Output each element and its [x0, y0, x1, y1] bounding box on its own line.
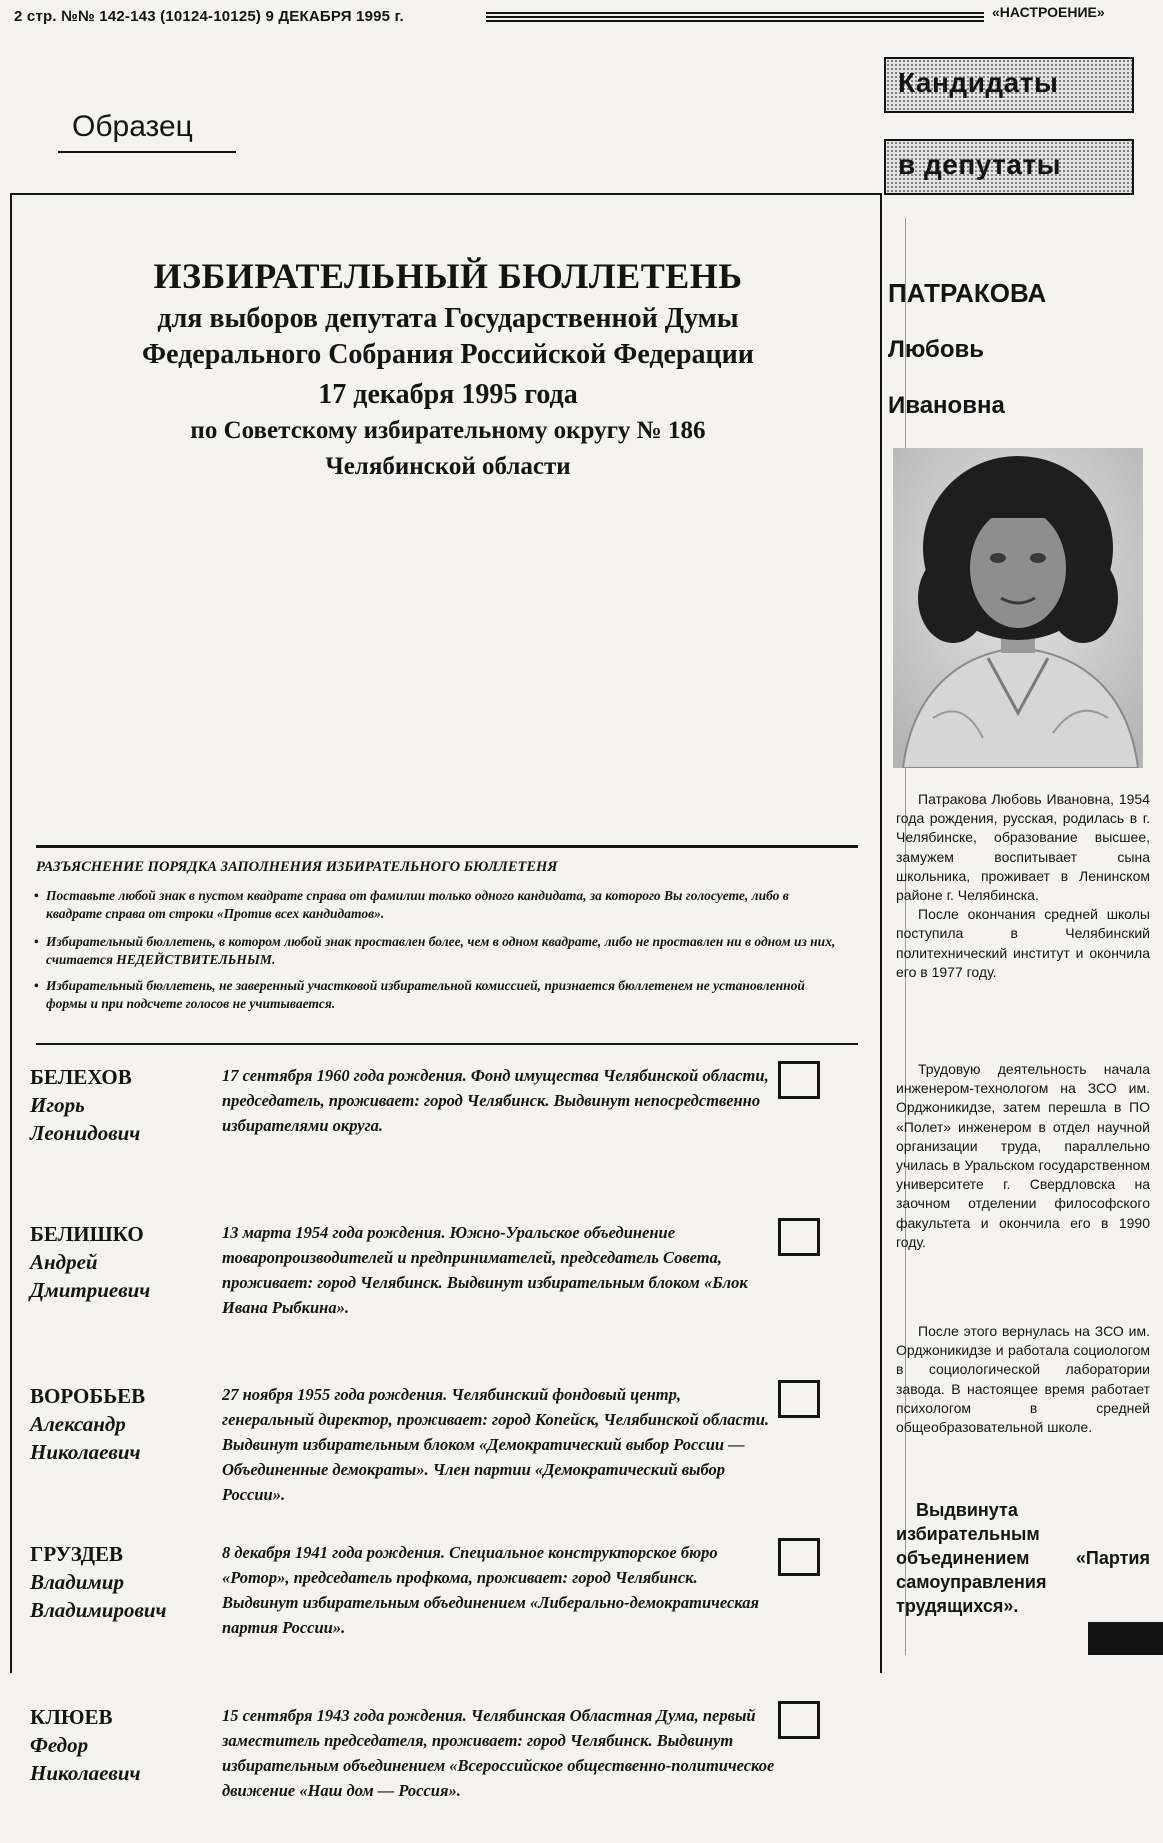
ballot-sample: [10, 193, 882, 1800]
ballot-region: Челябинской области: [325, 453, 571, 480]
ballot-district: по Советскому избирательному округу № 186: [190, 417, 706, 444]
ballot-subtitle-2: Федерального Собрания Российской Федерации: [142, 339, 754, 370]
instruction-item: • Поставьте любой знак в пустом квадрате справа от фамилии только одного кандидата, за которого Вы голосуете, либо в квадрате справа от строки «Против всех кандидатов».: [46, 887, 846, 923]
caption-box-deputies: [884, 139, 1134, 195]
portrait-photo: [893, 448, 1143, 768]
paper-name: «НАСТРОЕНИЕ»: [992, 4, 1105, 20]
candidate-row: [30, 1382, 880, 1522]
vote-checkbox[interactable]: [778, 1380, 820, 1418]
instruction-item: • Избирательный бюллетень, в котором любой знак проставлен более, чем в одном квадрате, либо не проставлен ни в одном из них, считается НЕДЕЙСТВИТЕЛЬНЫМ.: [46, 933, 846, 969]
ballot-date: 17 декабря 1995 года: [318, 379, 578, 410]
candidate-name: [30, 1382, 220, 1466]
instructions-heading: РАЗЪЯСНЕНИЕ ПОРЯДКА ЗАПОЛНЕНИЯ ИЗБИРАТЕЛЬНОГО БЮЛЛЕТЕНЯ: [36, 859, 558, 875]
sidebar-patronymic: Ивановна: [888, 392, 1005, 419]
vote-checkbox[interactable]: [778, 1061, 820, 1099]
sample-underline: [58, 151, 236, 153]
candidate-row: [30, 1540, 880, 1680]
candidate-description: 8 декабря 1941 года рождения. Специальное конструкторское бюро «Ротор», председатель профкома, проживает: город Челябинск. Выдвинут избирательным объединением «Либерально-демократическая партия России».: [222, 1543, 759, 1637]
candidate-given-name: Александр: [30, 1412, 126, 1436]
candidate-surname: ВОРОБЬЕВ: [30, 1384, 146, 1408]
candidate-name: [30, 1703, 220, 1787]
caption-text: в депутаты: [898, 149, 1062, 180]
bio-paragraph: После этого вернулась на ЗСО им. Орджоникидзе и работала социологом в социологической лаборатории завода. В настоящее время работает психологом в средней общеобразовательной школе.: [896, 1323, 1150, 1436]
candidate-name: [30, 1540, 220, 1624]
candidate-surname: ГРУЗДЕВ: [30, 1542, 124, 1566]
instruction-item: • Избирательный бюллетень, не заверенный участковой избирательной комиссией, признается бюллетенем не установленной формы и при подсчете голосов не учитывается.: [46, 977, 846, 1013]
candidate-given-name: Владимир: [30, 1570, 124, 1594]
candidate-surname: КЛЮЕВ: [30, 1705, 113, 1729]
bio-block: [896, 1322, 1150, 1437]
bio-block: [896, 790, 1150, 982]
caption-box-candidates: [884, 57, 1134, 113]
candidate-patronymic: Николаевич: [30, 1761, 141, 1785]
candidate-name: [30, 1063, 220, 1147]
bio-block: [896, 1060, 1150, 1252]
candidate-row: [30, 1220, 880, 1360]
candidate-description: 27 ноября 1955 года рождения. Челябинский фондовый центр, генеральный директор, проживает: город Копейск, Челябинской области. Выдвинут избирательным блоком «Демократический выбор России — Объединенные демократы». Член партии «Демократический выбор России».: [222, 1385, 769, 1504]
candidate-surname: БЕЛИШКО: [30, 1222, 144, 1246]
sidebar-surname: ПАТРАКОВА: [888, 278, 1047, 308]
candidate-row: [30, 1703, 880, 1843]
vote-checkbox[interactable]: [778, 1701, 820, 1739]
caption-text: Кандидаты: [898, 67, 1059, 98]
sidebar-name: Любовь: [888, 336, 985, 363]
candidate-description: 17 сентября 1960 года рождения. Фонд имущества Челябинской области, председатель, проживает: город Челябинск. Выдвинут непосредственно избирателями округа.: [222, 1066, 769, 1135]
candidate-given-name: Игорь: [30, 1093, 85, 1117]
candidate-patronymic: Дмитриевич: [30, 1278, 151, 1302]
instructions-bottom-rule: [36, 1043, 858, 1045]
sample-label: Образец: [72, 110, 193, 143]
candidate-row: [30, 1063, 880, 1203]
candidate-description: 13 марта 1954 года рождения. Южно-Уральское объединение товаропроизводителей и предпринимателей, председатель Совета, проживает: город Челябинск. Выдвинут избирательным блоком «Блок Ивана Рыбкина».: [222, 1223, 748, 1317]
candidate-given-name: Андрей: [30, 1250, 98, 1274]
candidate-patronymic: Леонидович: [30, 1121, 141, 1145]
candidate-name: [30, 1220, 220, 1304]
vote-checkbox[interactable]: [778, 1218, 820, 1256]
ballot-subtitle-1: для выборов депутата Государственной Думы: [157, 303, 739, 334]
bio-paragraph: После окончания средней школы поступила в Челябинский политехнический институт и окончила его в 1977 году.: [896, 906, 1150, 980]
bio-paragraph: Трудовую деятельность начала инженером-технологом на ЗСО им. Орджоникидзе, затем перешла в ПО «Полет» инженером в отдел научной организации труда, параллельно училась в Уральском государственном университете г. Свердловска на заочном отделении философского факультета и окончила его в 1990 году.: [896, 1061, 1150, 1250]
candidate-description: 15 сентября 1943 года рождения. Челябинская Областная Дума, первый заместитель председателя, проживает: город Челябинск. Выдвинут избирательным объединением «Всероссийское общественно-политическое движение «Наш дом — Россия».: [222, 1706, 775, 1800]
issue-line: 2 стр. №№ 142-143 (10124-10125) 9 ДЕКАБРЯ 1995 г.: [14, 8, 404, 25]
ballot-title: ИЗБИРАТЕЛЬНЫЙ БЮЛЛЕТЕНЬ: [153, 256, 743, 296]
corner-block: [1088, 1622, 1163, 1655]
bio-paragraph: Патракова Любовь Ивановна, 1954 года рождения, русская, родилась в г. Челябинске, образование высшее, замужем воспитывает сына школьника, проживает в Ленинском районе г. Челябинска.: [896, 791, 1150, 904]
candidate-surname: БЕЛЕХОВ: [30, 1065, 132, 1089]
candidate-patronymic: Николаевич: [30, 1440, 141, 1464]
candidate-patronymic: Владимирович: [30, 1598, 167, 1622]
candidate-given-name: Федор: [30, 1733, 89, 1757]
instructions-top-rule: [36, 845, 858, 848]
vote-checkbox[interactable]: [778, 1538, 820, 1576]
header-rule: [486, 12, 984, 23]
nomination-text: Выдвинута избирательным объединением «Партия самоуправления трудящихся».: [896, 1500, 1150, 1616]
